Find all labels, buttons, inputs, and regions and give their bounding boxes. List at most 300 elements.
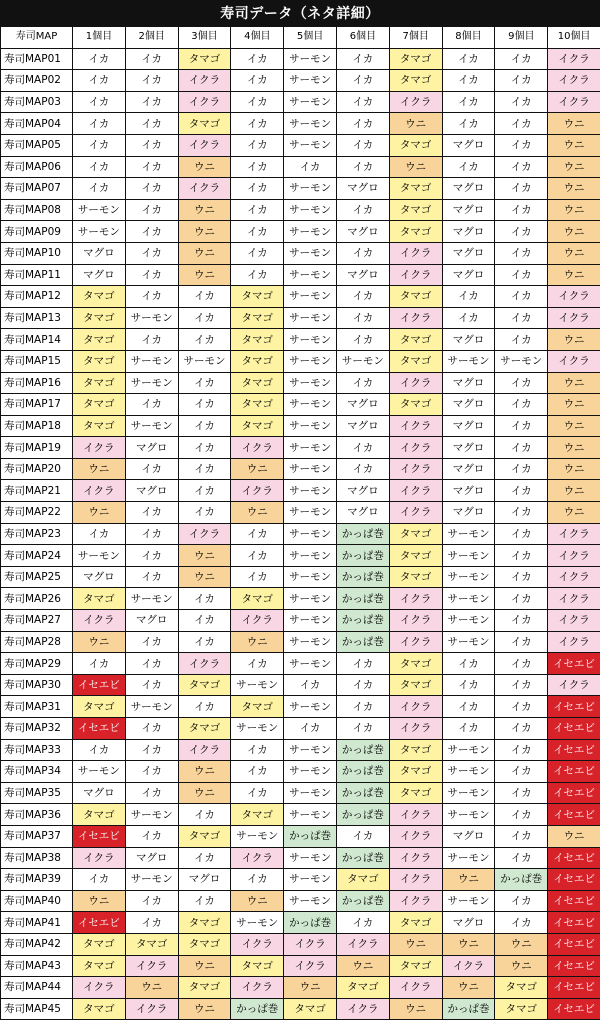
neta-cell: イカ bbox=[178, 631, 231, 653]
table-row bbox=[1, 199, 600, 221]
neta-cell: マグロ bbox=[442, 221, 495, 243]
neta-cell: マグロ bbox=[336, 264, 389, 286]
neta-cell: イセエビ bbox=[548, 804, 600, 826]
neta-cell: ウニ bbox=[548, 199, 600, 221]
neta-cell: イカ bbox=[336, 286, 389, 308]
neta-cell: サーモン bbox=[125, 350, 178, 372]
header-position: 7個目 bbox=[389, 27, 442, 49]
neta-cell: イクラ bbox=[231, 610, 284, 632]
neta-cell: イカ bbox=[178, 329, 231, 351]
neta-cell: ウニ bbox=[548, 156, 600, 178]
map-name-cell: 寿司MAP03 bbox=[1, 91, 73, 113]
neta-cell: タマゴ bbox=[231, 350, 284, 372]
neta-cell: サーモン bbox=[495, 350, 548, 372]
neta-cell: サーモン bbox=[125, 307, 178, 329]
neta-cell: かっぱ巻 bbox=[336, 761, 389, 783]
neta-cell: サーモン bbox=[442, 782, 495, 804]
neta-cell: タマゴ bbox=[389, 912, 442, 934]
map-name-cell: 寿司MAP04 bbox=[1, 113, 73, 135]
neta-cell: イセエビ bbox=[73, 674, 126, 696]
neta-cell: イクラ bbox=[178, 653, 231, 675]
map-name-cell: 寿司MAP41 bbox=[1, 912, 73, 934]
neta-cell: タマゴ bbox=[231, 588, 284, 610]
neta-cell: イカ bbox=[495, 631, 548, 653]
neta-cell: サーモン bbox=[284, 523, 337, 545]
neta-cell: イカ bbox=[125, 199, 178, 221]
table-row bbox=[1, 566, 600, 588]
neta-cell: イカ bbox=[178, 458, 231, 480]
neta-cell: マグロ bbox=[336, 502, 389, 524]
map-name-cell: 寿司MAP30 bbox=[1, 674, 73, 696]
neta-cell: イカ bbox=[495, 523, 548, 545]
map-name-cell: 寿司MAP27 bbox=[1, 610, 73, 632]
neta-cell: マグロ bbox=[73, 566, 126, 588]
neta-cell: イカ bbox=[125, 890, 178, 912]
neta-cell: イクラ bbox=[389, 91, 442, 113]
neta-cell: イカ bbox=[231, 178, 284, 200]
neta-cell: イカ bbox=[495, 242, 548, 264]
neta-cell: マグロ bbox=[442, 502, 495, 524]
neta-cell: イセエビ bbox=[548, 933, 600, 955]
neta-cell: タマゴ bbox=[73, 955, 126, 977]
neta-cell: イカ bbox=[495, 372, 548, 394]
neta-cell: サーモン bbox=[442, 847, 495, 869]
neta-cell: タマゴ bbox=[284, 998, 337, 1020]
neta-cell: イクラ bbox=[548, 631, 600, 653]
neta-cell: サーモン bbox=[125, 696, 178, 718]
neta-cell: ウニ bbox=[178, 955, 231, 977]
neta-cell: イクラ bbox=[389, 977, 442, 999]
neta-cell: イカ bbox=[495, 199, 548, 221]
header-position: 1個目 bbox=[73, 27, 126, 49]
table-row bbox=[1, 696, 600, 718]
neta-cell: サーモン bbox=[231, 718, 284, 740]
neta-cell: ウニ bbox=[231, 458, 284, 480]
table-row bbox=[1, 134, 600, 156]
neta-cell: イカ bbox=[495, 782, 548, 804]
map-name-cell: 寿司MAP34 bbox=[1, 761, 73, 783]
neta-cell: サーモン bbox=[284, 869, 337, 891]
neta-cell: タマゴ bbox=[73, 329, 126, 351]
neta-cell: イカ bbox=[336, 372, 389, 394]
table-header-row bbox=[1, 27, 600, 49]
neta-cell: ウニ bbox=[178, 545, 231, 567]
header-position: 5個目 bbox=[284, 27, 337, 49]
table-row bbox=[1, 912, 600, 934]
map-name-cell: 寿司MAP01 bbox=[1, 48, 73, 70]
neta-cell: サーモン bbox=[284, 566, 337, 588]
neta-cell: ウニ bbox=[178, 761, 231, 783]
neta-cell: ウニ bbox=[548, 113, 600, 135]
neta-cell: ウニ bbox=[548, 437, 600, 459]
neta-cell: イクラ bbox=[548, 70, 600, 92]
neta-cell: イカ bbox=[125, 178, 178, 200]
neta-cell: ウニ bbox=[73, 502, 126, 524]
neta-cell: イカ bbox=[178, 286, 231, 308]
map-name-cell: 寿司MAP02 bbox=[1, 70, 73, 92]
neta-cell: タマゴ bbox=[389, 178, 442, 200]
table-row bbox=[1, 610, 600, 632]
neta-cell: かっぱ巻 bbox=[284, 912, 337, 934]
neta-cell: イカ bbox=[73, 156, 126, 178]
neta-cell: イカ bbox=[231, 70, 284, 92]
header-position: 2個目 bbox=[125, 27, 178, 49]
neta-cell: イカ bbox=[495, 70, 548, 92]
neta-cell: イカ bbox=[495, 221, 548, 243]
neta-cell: タマゴ bbox=[178, 718, 231, 740]
neta-cell: ウニ bbox=[125, 977, 178, 999]
neta-cell: イカ bbox=[495, 458, 548, 480]
neta-cell: サーモン bbox=[73, 545, 126, 567]
neta-cell: サーモン bbox=[125, 869, 178, 891]
neta-cell: イカ bbox=[336, 437, 389, 459]
table-body bbox=[1, 48, 600, 1020]
neta-cell: イカ bbox=[231, 113, 284, 135]
neta-cell: サーモン bbox=[284, 458, 337, 480]
neta-cell: タマゴ bbox=[178, 977, 231, 999]
header-position: 6個目 bbox=[336, 27, 389, 49]
neta-cell: イカ bbox=[336, 718, 389, 740]
neta-cell: サーモン bbox=[284, 502, 337, 524]
neta-cell: ウニ bbox=[178, 998, 231, 1020]
neta-cell: ウニ bbox=[178, 156, 231, 178]
neta-cell: イクラ bbox=[548, 286, 600, 308]
neta-cell: イカ bbox=[284, 718, 337, 740]
neta-cell: イカ bbox=[495, 912, 548, 934]
neta-cell: イカ bbox=[336, 307, 389, 329]
table-row bbox=[1, 631, 600, 653]
map-name-cell: 寿司MAP28 bbox=[1, 631, 73, 653]
neta-cell: タマゴ bbox=[389, 48, 442, 70]
neta-cell: サーモン bbox=[442, 523, 495, 545]
neta-cell: イカ bbox=[125, 566, 178, 588]
map-name-cell: 寿司MAP35 bbox=[1, 782, 73, 804]
neta-cell: イカ bbox=[442, 91, 495, 113]
neta-cell: イカ bbox=[336, 113, 389, 135]
table-row bbox=[1, 739, 600, 761]
neta-cell: イクラ bbox=[548, 91, 600, 113]
neta-cell: サーモン bbox=[284, 221, 337, 243]
neta-cell: マグロ bbox=[442, 178, 495, 200]
map-name-cell: 寿司MAP44 bbox=[1, 977, 73, 999]
neta-cell: タマゴ bbox=[178, 674, 231, 696]
neta-cell: かっぱ巻 bbox=[336, 782, 389, 804]
map-name-cell: 寿司MAP11 bbox=[1, 264, 73, 286]
neta-cell: イカ bbox=[178, 588, 231, 610]
neta-cell: イセエビ bbox=[548, 955, 600, 977]
neta-cell: マグロ bbox=[73, 264, 126, 286]
neta-cell: かっぱ巻 bbox=[336, 566, 389, 588]
neta-cell: サーモン bbox=[284, 286, 337, 308]
neta-cell: イカ bbox=[231, 221, 284, 243]
table-row bbox=[1, 242, 600, 264]
neta-cell: サーモン bbox=[284, 631, 337, 653]
neta-cell: タマゴ bbox=[389, 350, 442, 372]
neta-cell: かっぱ巻 bbox=[336, 890, 389, 912]
neta-cell: サーモン bbox=[178, 350, 231, 372]
neta-cell: イクラ bbox=[389, 588, 442, 610]
neta-cell: イセエビ bbox=[73, 718, 126, 740]
header-position: 4個目 bbox=[231, 27, 284, 49]
neta-cell: イカ bbox=[284, 674, 337, 696]
neta-cell: イカ bbox=[125, 631, 178, 653]
neta-cell: イカ bbox=[125, 156, 178, 178]
neta-cell: ウニ bbox=[548, 372, 600, 394]
neta-cell: イカ bbox=[73, 134, 126, 156]
neta-cell: タマゴ bbox=[389, 739, 442, 761]
neta-cell: サーモン bbox=[284, 70, 337, 92]
neta-cell: ウニ bbox=[231, 502, 284, 524]
neta-cell: イカ bbox=[178, 890, 231, 912]
neta-cell: かっぱ巻 bbox=[336, 523, 389, 545]
table-row bbox=[1, 545, 600, 567]
neta-cell: イカ bbox=[125, 70, 178, 92]
neta-cell: サーモン bbox=[284, 307, 337, 329]
neta-cell: サーモン bbox=[442, 350, 495, 372]
neta-cell: イセエビ bbox=[73, 912, 126, 934]
map-name-cell: 寿司MAP42 bbox=[1, 933, 73, 955]
neta-cell: かっぱ巻 bbox=[336, 588, 389, 610]
neta-cell: サーモン bbox=[231, 674, 284, 696]
map-name-cell: 寿司MAP25 bbox=[1, 566, 73, 588]
neta-cell: ウニ bbox=[548, 394, 600, 416]
neta-cell: イクラ bbox=[389, 458, 442, 480]
neta-cell: イカ bbox=[125, 523, 178, 545]
neta-cell: マグロ bbox=[336, 221, 389, 243]
neta-cell: マグロ bbox=[442, 394, 495, 416]
neta-cell: タマゴ bbox=[495, 977, 548, 999]
neta-cell: タマゴ bbox=[73, 998, 126, 1020]
neta-cell: イカ bbox=[231, 156, 284, 178]
neta-cell: マグロ bbox=[442, 458, 495, 480]
neta-cell: イカ bbox=[125, 458, 178, 480]
map-name-cell: 寿司MAP05 bbox=[1, 134, 73, 156]
neta-cell: イセエビ bbox=[548, 761, 600, 783]
neta-cell: ウニ bbox=[548, 502, 600, 524]
neta-cell: ウニ bbox=[442, 977, 495, 999]
neta-cell: イクラ bbox=[389, 480, 442, 502]
neta-cell: サーモン bbox=[125, 804, 178, 826]
table-row bbox=[1, 955, 600, 977]
neta-cell: イカ bbox=[336, 91, 389, 113]
neta-cell: イクラ bbox=[389, 847, 442, 869]
neta-cell: ウニ bbox=[73, 458, 126, 480]
neta-cell: イクラ bbox=[178, 70, 231, 92]
neta-cell: イセエビ bbox=[548, 696, 600, 718]
table-row bbox=[1, 286, 600, 308]
neta-cell: タマゴ bbox=[178, 825, 231, 847]
neta-cell: イカ bbox=[125, 782, 178, 804]
neta-cell: イカ bbox=[178, 372, 231, 394]
neta-cell: イカ bbox=[495, 890, 548, 912]
neta-cell: イカ bbox=[73, 653, 126, 675]
neta-cell: サーモン bbox=[284, 242, 337, 264]
table-row bbox=[1, 718, 600, 740]
neta-cell: サーモン bbox=[284, 761, 337, 783]
neta-cell: タマゴ bbox=[73, 394, 126, 416]
neta-cell: サーモン bbox=[284, 437, 337, 459]
neta-cell: タマゴ bbox=[73, 286, 126, 308]
map-name-cell: 寿司MAP20 bbox=[1, 458, 73, 480]
neta-cell: サーモン bbox=[442, 739, 495, 761]
neta-cell: タマゴ bbox=[73, 804, 126, 826]
table-row bbox=[1, 70, 600, 92]
neta-cell: サーモン bbox=[284, 545, 337, 567]
neta-cell: マグロ bbox=[442, 825, 495, 847]
neta-cell: ウニ bbox=[178, 566, 231, 588]
neta-cell: イカ bbox=[336, 48, 389, 70]
map-name-cell: 寿司MAP19 bbox=[1, 437, 73, 459]
neta-cell: イクラ bbox=[548, 674, 600, 696]
map-name-cell: 寿司MAP09 bbox=[1, 221, 73, 243]
neta-cell: マグロ bbox=[442, 329, 495, 351]
map-name-cell: 寿司MAP39 bbox=[1, 869, 73, 891]
map-name-cell: 寿司MAP23 bbox=[1, 523, 73, 545]
neta-cell: マグロ bbox=[442, 415, 495, 437]
neta-cell: イクラ bbox=[389, 372, 442, 394]
header-map: 寿司MAP bbox=[1, 27, 73, 49]
neta-cell: イカ bbox=[231, 739, 284, 761]
neta-cell: ウニ bbox=[548, 480, 600, 502]
neta-cell: イクラ bbox=[389, 631, 442, 653]
neta-cell: かっぱ巻 bbox=[336, 804, 389, 826]
neta-cell: イカ bbox=[495, 329, 548, 351]
neta-cell: ウニ bbox=[284, 977, 337, 999]
table-row bbox=[1, 761, 600, 783]
neta-cell: イカ bbox=[231, 869, 284, 891]
neta-cell: イカ bbox=[495, 156, 548, 178]
neta-cell: マグロ bbox=[442, 199, 495, 221]
neta-cell: イカ bbox=[73, 91, 126, 113]
neta-cell: マグロ bbox=[442, 437, 495, 459]
neta-cell: イクラ bbox=[284, 933, 337, 955]
neta-cell: タマゴ bbox=[389, 221, 442, 243]
neta-cell: イクラ bbox=[389, 869, 442, 891]
map-name-cell: 寿司MAP17 bbox=[1, 394, 73, 416]
neta-cell: マグロ bbox=[336, 178, 389, 200]
map-name-cell: 寿司MAP31 bbox=[1, 696, 73, 718]
neta-cell: イカ bbox=[73, 113, 126, 135]
neta-cell: イカ bbox=[495, 545, 548, 567]
neta-cell: イカ bbox=[336, 70, 389, 92]
neta-cell: ウニ bbox=[442, 933, 495, 955]
neta-cell: かっぱ巻 bbox=[336, 545, 389, 567]
neta-cell: イセエビ bbox=[548, 718, 600, 740]
neta-cell: イクラ bbox=[284, 955, 337, 977]
neta-cell: イクラ bbox=[389, 804, 442, 826]
table-row bbox=[1, 933, 600, 955]
neta-cell: サーモン bbox=[284, 372, 337, 394]
neta-cell: イカ bbox=[125, 394, 178, 416]
map-name-cell: 寿司MAP45 bbox=[1, 998, 73, 1020]
neta-cell: イカ bbox=[495, 264, 548, 286]
neta-cell: イクラ bbox=[389, 437, 442, 459]
neta-cell: イクラ bbox=[73, 847, 126, 869]
neta-cell: イカ bbox=[495, 739, 548, 761]
neta-cell: ウニ bbox=[389, 156, 442, 178]
neta-cell: サーモン bbox=[284, 113, 337, 135]
neta-cell: イカ bbox=[178, 610, 231, 632]
neta-cell: ウニ bbox=[548, 329, 600, 351]
neta-cell: イカ bbox=[231, 523, 284, 545]
neta-cell: サーモン bbox=[284, 415, 337, 437]
neta-cell: タマゴ bbox=[178, 48, 231, 70]
neta-cell: サーモン bbox=[442, 588, 495, 610]
neta-cell: サーモン bbox=[284, 847, 337, 869]
neta-cell: ウニ bbox=[548, 242, 600, 264]
neta-cell: タマゴ bbox=[73, 588, 126, 610]
neta-cell: イカ bbox=[73, 523, 126, 545]
neta-cell: イカ bbox=[125, 221, 178, 243]
neta-cell: ウニ bbox=[495, 933, 548, 955]
neta-cell: イカ bbox=[495, 134, 548, 156]
neta-cell: イカ bbox=[495, 286, 548, 308]
neta-cell: イカ bbox=[336, 329, 389, 351]
neta-cell: マグロ bbox=[336, 394, 389, 416]
map-name-cell: 寿司MAP06 bbox=[1, 156, 73, 178]
map-name-cell: 寿司MAP21 bbox=[1, 480, 73, 502]
neta-cell: イセエビ bbox=[73, 825, 126, 847]
neta-cell: マグロ bbox=[442, 372, 495, 394]
neta-cell: イクラ bbox=[548, 307, 600, 329]
neta-cell: イクラ bbox=[548, 566, 600, 588]
neta-cell: イカ bbox=[73, 869, 126, 891]
neta-cell: マグロ bbox=[442, 242, 495, 264]
neta-cell: イカ bbox=[178, 307, 231, 329]
map-name-cell: 寿司MAP26 bbox=[1, 588, 73, 610]
map-name-cell: 寿司MAP32 bbox=[1, 718, 73, 740]
neta-cell: イカ bbox=[73, 48, 126, 70]
table-row bbox=[1, 588, 600, 610]
map-name-cell: 寿司MAP37 bbox=[1, 825, 73, 847]
neta-cell: イカ bbox=[125, 825, 178, 847]
table-row bbox=[1, 48, 600, 70]
neta-cell: イクラ bbox=[231, 480, 284, 502]
sushi-table bbox=[0, 26, 600, 1020]
neta-cell: イカ bbox=[125, 134, 178, 156]
neta-cell: イカ bbox=[442, 286, 495, 308]
neta-cell: イクラ bbox=[336, 933, 389, 955]
neta-cell: かっぱ巻 bbox=[336, 739, 389, 761]
map-name-cell: 寿司MAP33 bbox=[1, 739, 73, 761]
neta-cell: タマゴ bbox=[389, 523, 442, 545]
map-name-cell: 寿司MAP22 bbox=[1, 502, 73, 524]
table-row bbox=[1, 782, 600, 804]
neta-cell: タマゴ bbox=[231, 329, 284, 351]
page-title: 寿司データ（ネタ詳細） bbox=[0, 0, 600, 26]
neta-cell: イクラ bbox=[73, 977, 126, 999]
neta-cell: タマゴ bbox=[389, 134, 442, 156]
neta-cell: マグロ bbox=[442, 134, 495, 156]
neta-cell: イカ bbox=[442, 307, 495, 329]
neta-cell: イカ bbox=[495, 394, 548, 416]
neta-cell: タマゴ bbox=[389, 782, 442, 804]
neta-cell: かっぱ巻 bbox=[231, 998, 284, 1020]
neta-cell: イクラ bbox=[73, 480, 126, 502]
neta-cell: イクラ bbox=[389, 718, 442, 740]
neta-cell: イカ bbox=[336, 156, 389, 178]
neta-cell: イカ bbox=[442, 113, 495, 135]
neta-cell: イカ bbox=[125, 739, 178, 761]
neta-cell: タマゴ bbox=[231, 372, 284, 394]
table-row bbox=[1, 458, 600, 480]
neta-cell: イカ bbox=[125, 329, 178, 351]
table-row bbox=[1, 869, 600, 891]
neta-cell: イカ bbox=[495, 307, 548, 329]
neta-cell: サーモン bbox=[284, 480, 337, 502]
neta-cell: サーモン bbox=[231, 825, 284, 847]
table-row bbox=[1, 113, 600, 135]
